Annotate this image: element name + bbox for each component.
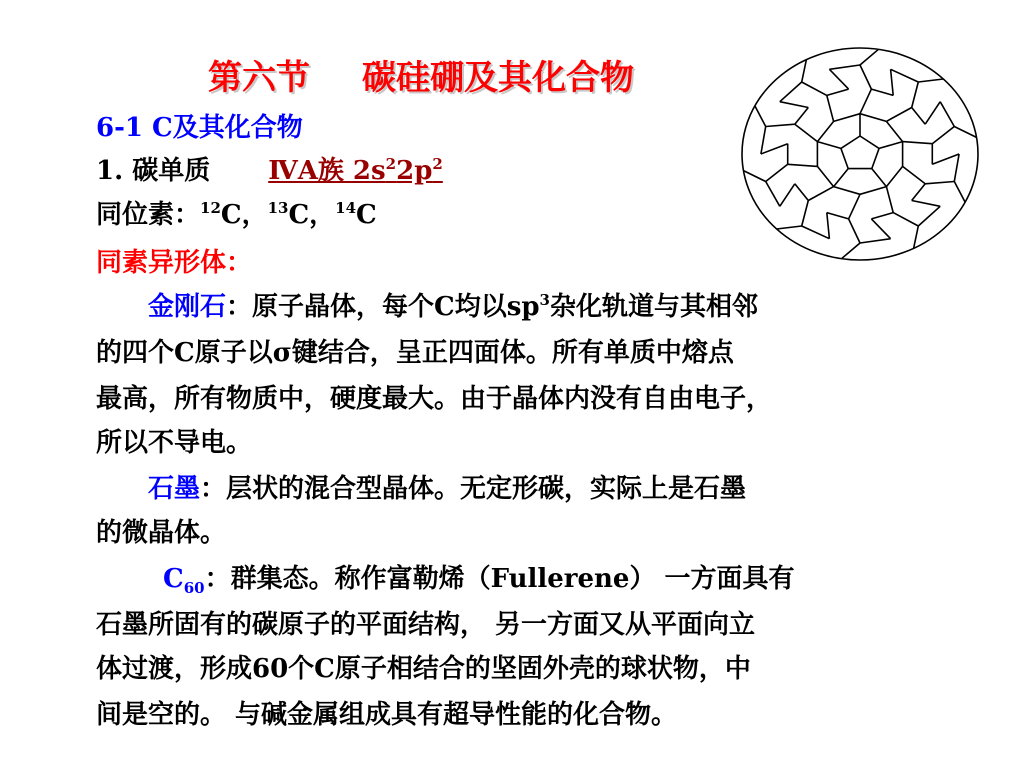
isotopes-label: 同位素： <box>96 200 201 230</box>
section-heading: 6-1 C及其化合物 <box>96 113 303 143</box>
graphite-line-2: 的微晶体。 <box>96 518 227 548</box>
diamond-line-2: 的四个C原子以σ键结合，呈正四面体。所有单质中熔点 <box>96 338 734 368</box>
diamond-term: 金刚石 <box>148 292 227 322</box>
diamond-line-1: 金刚石：原子晶体，每个C均以$sp^3$杂化轨道与其相邻 <box>148 291 758 322</box>
item1-label: 1. 碳单质 <box>96 156 211 186</box>
allotropes-label: 同素异形体： <box>96 248 253 278</box>
diamond-line-4: 所以不导电。 <box>96 428 253 458</box>
c60-line-1: $C_{60}$：群集态。称作富勒烯（Fullerene） 一方面具有 <box>163 564 795 597</box>
item1-line <box>96 156 443 186</box>
c60-line-2: 石墨所固有的碳原子的平面结构， 另一方面又从平面向立 <box>96 610 756 640</box>
c60-term: $C_{60}$ <box>163 564 205 597</box>
title-part2: 碳硅硼及其化合物 <box>362 58 634 98</box>
title-part1: 第六节 <box>208 58 310 98</box>
graphite-term: 石墨 <box>148 474 201 504</box>
isotopes-line: 同位素：$^{12}$C，$^{13}$C，$^{14}$C <box>96 199 377 230</box>
diamond-line-3: 最高，所有物质中，硬度最大。由于晶体内没有自由电子， <box>96 384 773 414</box>
group-config: ⅣA族 $2s^22p^2$ <box>268 155 443 186</box>
ball-network <box>744 49 977 258</box>
c60-line-3: 体过渡，形成60个C原子相结合的坚固外壳的球状物，中 <box>96 654 751 684</box>
page-title <box>208 50 634 99</box>
graphite-line-1: 石墨：层状的混合型晶体。无定形碳，实际上是石墨 <box>148 474 747 504</box>
c60-line-4: 间是空的。 与碱金属组成具有超导性能的化合物。 <box>96 700 678 730</box>
fullerene-c60-ball <box>734 42 986 266</box>
